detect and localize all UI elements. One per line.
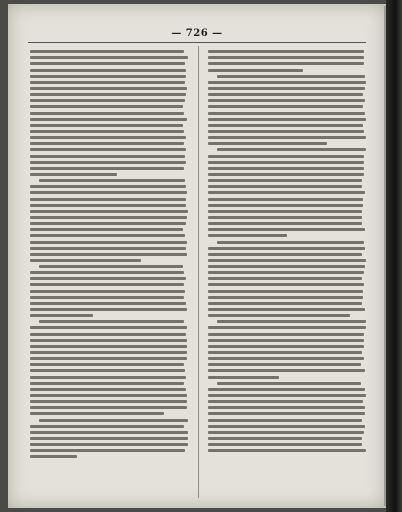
text-line — [208, 155, 364, 158]
page-number: — 726 — — [171, 28, 223, 39]
text-line — [208, 314, 350, 317]
text-line — [208, 339, 364, 342]
text-line — [208, 210, 362, 213]
text-line — [30, 105, 183, 108]
text-line — [208, 388, 365, 391]
text-line — [208, 161, 364, 164]
text-line — [208, 425, 365, 428]
text-line — [30, 437, 188, 440]
text-line — [208, 333, 364, 336]
text-line — [30, 314, 93, 317]
text-line — [208, 400, 363, 403]
text-line — [208, 326, 366, 329]
text-line — [208, 118, 366, 121]
book-spine — [386, 0, 402, 512]
text-line — [208, 167, 364, 170]
text-line — [30, 376, 186, 379]
text-line — [30, 326, 187, 329]
text-line — [30, 241, 187, 244]
book-page — [8, 4, 386, 508]
text-line — [39, 320, 184, 323]
text-line — [208, 443, 362, 446]
text-line — [208, 437, 362, 440]
page-header — [28, 28, 366, 40]
text-line — [208, 363, 361, 366]
text-line — [208, 357, 364, 360]
text-line — [30, 204, 186, 207]
text-line — [208, 222, 362, 225]
text-line — [208, 345, 364, 348]
text-line — [208, 394, 366, 397]
text-line — [30, 369, 185, 372]
text-line — [30, 455, 77, 458]
text-line — [30, 50, 184, 53]
text-line — [208, 431, 364, 434]
text-line — [30, 406, 187, 409]
text-line — [208, 259, 366, 262]
text-line — [208, 296, 363, 299]
text-line — [30, 75, 186, 78]
text-line — [30, 87, 187, 90]
text-line — [208, 191, 365, 194]
text-line — [30, 357, 187, 360]
text-line — [30, 161, 186, 164]
text-line — [30, 81, 185, 84]
text-line — [30, 302, 186, 305]
text-line — [208, 142, 327, 145]
column-divider — [198, 46, 199, 498]
text-line — [30, 277, 186, 280]
text-line — [30, 173, 117, 176]
text-line — [30, 167, 184, 170]
text-line — [217, 241, 363, 244]
text-line — [30, 130, 184, 133]
text-line — [30, 333, 186, 336]
text-line — [208, 105, 363, 108]
text-line — [30, 345, 187, 348]
text-line — [39, 265, 183, 268]
text-line — [208, 228, 365, 231]
text-line — [208, 271, 364, 274]
text-line — [208, 198, 363, 201]
text-line — [208, 419, 362, 422]
text-column-left — [30, 47, 188, 499]
text-line — [30, 283, 184, 286]
text-line — [30, 99, 185, 102]
text-line — [30, 185, 186, 188]
text-line — [208, 277, 362, 280]
text-line — [208, 351, 362, 354]
header-rule — [28, 42, 366, 43]
text-line — [208, 50, 364, 53]
text-line — [208, 173, 364, 176]
text-line — [30, 93, 186, 96]
text-line — [208, 81, 366, 84]
text-line — [208, 283, 364, 286]
text-line — [217, 148, 365, 151]
text-line — [208, 290, 363, 293]
text-line — [30, 136, 186, 139]
text-line — [30, 69, 186, 72]
text-line — [30, 308, 187, 311]
text-column-right — [208, 47, 366, 499]
text-line — [30, 228, 183, 231]
text-line — [30, 259, 141, 262]
text-line — [30, 234, 185, 237]
text-line — [30, 443, 188, 446]
text-line — [30, 339, 187, 342]
text-line — [208, 124, 363, 127]
text-line — [30, 198, 186, 201]
text-line — [30, 142, 184, 145]
text-line — [30, 394, 187, 397]
text-line — [217, 75, 365, 78]
text-line — [30, 56, 188, 59]
text-line — [30, 118, 187, 121]
text-line — [30, 400, 187, 403]
text-line — [30, 222, 186, 225]
text-line — [30, 62, 185, 65]
text-line — [208, 253, 362, 256]
text-line — [208, 406, 365, 409]
text-line — [30, 155, 185, 158]
text-line — [208, 185, 362, 188]
text-line — [208, 179, 362, 182]
text-line — [30, 351, 187, 354]
text-line — [208, 62, 364, 65]
text-line — [30, 363, 184, 366]
text-line — [30, 112, 184, 115]
text-line — [208, 265, 365, 268]
text-line — [208, 412, 365, 415]
text-line — [217, 320, 365, 323]
text-line — [208, 369, 365, 372]
text-line — [208, 449, 366, 452]
text-line — [30, 290, 185, 293]
text-line — [208, 234, 287, 237]
text-line — [30, 449, 185, 452]
text-line — [39, 179, 184, 182]
text-line — [208, 130, 364, 133]
text-line — [208, 69, 303, 72]
text-line — [30, 271, 184, 274]
text-line — [30, 210, 188, 213]
text-line — [208, 56, 364, 59]
text-line — [30, 253, 187, 256]
text-line — [208, 376, 279, 379]
text-line — [30, 388, 186, 391]
text-line — [217, 382, 361, 385]
text-line — [208, 112, 365, 115]
text-line — [30, 247, 186, 250]
text-line — [208, 93, 363, 96]
text-line — [208, 136, 366, 139]
text-line — [208, 216, 362, 219]
text-line — [30, 425, 184, 428]
text-line — [208, 204, 363, 207]
text-line — [30, 296, 184, 299]
text-line — [208, 247, 365, 250]
text-line — [208, 87, 365, 90]
text-line — [30, 382, 184, 385]
text-line — [30, 431, 188, 434]
text-line — [39, 419, 187, 422]
text-line — [30, 412, 164, 415]
text-line — [208, 302, 362, 305]
text-line — [30, 124, 183, 127]
text-line — [30, 191, 187, 194]
text-line — [208, 99, 365, 102]
text-line — [30, 216, 187, 219]
text-line — [30, 148, 186, 151]
text-line — [208, 308, 365, 311]
